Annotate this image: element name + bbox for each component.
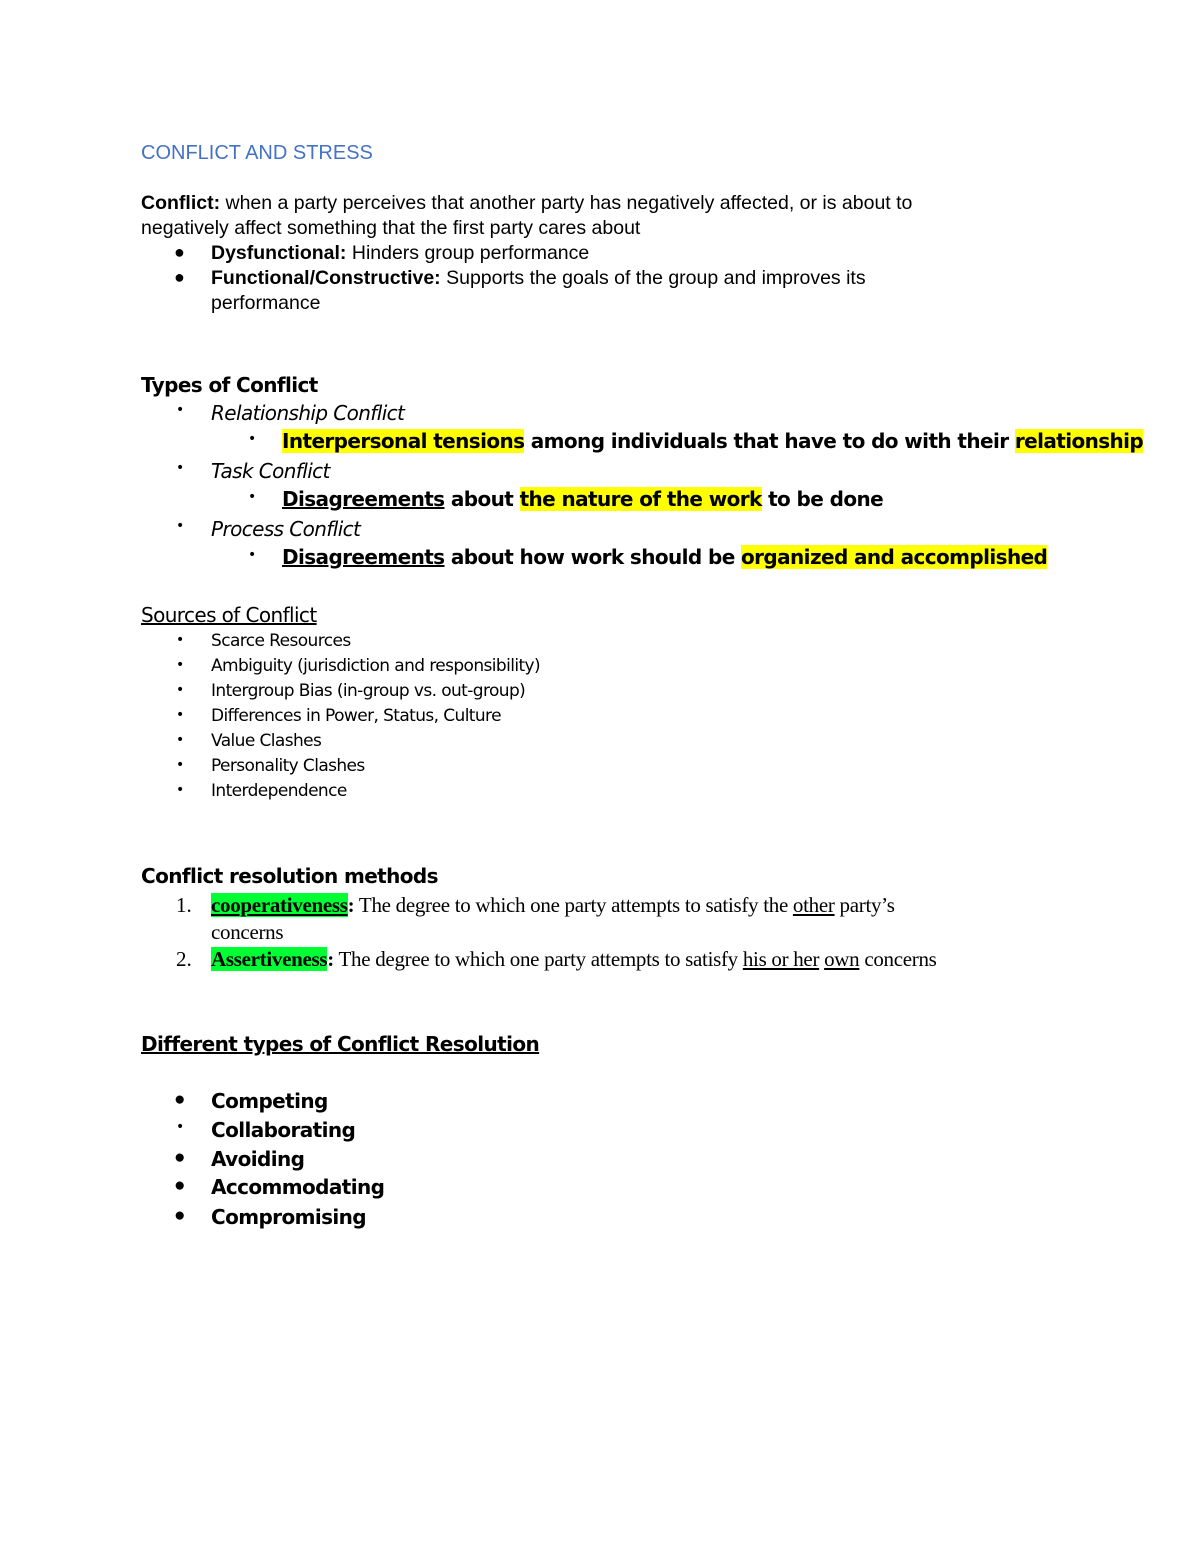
relationship-conflict-description: Interpersonal tensions among individuals that have to do with their relationship xyxy=(282,429,1144,453)
bullet-icon: • xyxy=(176,632,185,648)
bullet-icon: ● xyxy=(174,1175,186,1196)
conflict-definition-line1: Conflict: when a party perceives that another party has negatively affected, or is about to xyxy=(141,192,913,214)
bullet-icon: • xyxy=(176,757,185,773)
bullet-icon: ● xyxy=(174,1147,186,1168)
bullet-icon: • xyxy=(176,732,185,748)
type-relationship-conflict: Relationship Conflict xyxy=(211,401,405,425)
resolution-type-item: Compromising xyxy=(211,1205,366,1229)
source-item: Value Clashes xyxy=(211,731,322,751)
resolution-type-item: Accommodating xyxy=(211,1175,385,1199)
list-item-functional: Functional/Constructive: Supports the goals of the group and improves its xyxy=(211,267,866,289)
method-cooperativeness: cooperativeness: The degree to which one party attempts to satisfy the other party’s xyxy=(211,893,895,917)
bullet-icon: • xyxy=(248,547,257,563)
bullet-icon: • xyxy=(176,1119,185,1135)
resolution-type-item: Competing xyxy=(211,1089,328,1113)
source-item: Differences in Power, Status, Culture xyxy=(211,706,501,726)
type-task-conflict: Task Conflict xyxy=(211,459,330,483)
task-conflict-description: Disagreements about the nature of the work to be done xyxy=(282,487,884,511)
source-item: Personality Clashes xyxy=(211,756,365,776)
conflict-term: Conflict: xyxy=(141,192,221,214)
source-item: Scarce Resources xyxy=(211,631,351,651)
bullet-icon: ● xyxy=(174,267,185,287)
conflict-definition-line2: negatively affect something that the first party cares about xyxy=(141,217,641,239)
bullet-icon: • xyxy=(176,402,185,418)
bullet-icon: ● xyxy=(174,242,185,262)
source-item: Intergroup Bias (in-group vs. out-group) xyxy=(211,681,526,701)
method-assertiveness: Assertiveness: The degree to which one party attempts to satisfy his or her own concerns xyxy=(211,947,937,971)
source-item: Ambiguity (jurisdiction and responsibility) xyxy=(211,656,541,676)
document-title: CONFLICT AND STRESS xyxy=(141,142,373,164)
bullet-icon: ● xyxy=(174,1089,186,1110)
type-process-conflict: Process Conflict xyxy=(211,517,361,541)
bullet-icon: • xyxy=(176,682,185,698)
bullet-icon: • xyxy=(176,657,185,673)
resolution-types-heading: Different types of Conflict Resolution xyxy=(141,1032,540,1056)
sources-heading: Sources of Conflict xyxy=(141,603,317,627)
list-item-dysfunctional: Dysfunctional: Hinders group performance xyxy=(211,242,590,264)
list-item-functional-continued: performance xyxy=(211,292,321,314)
method-cooperativeness-continued: concerns xyxy=(211,920,284,944)
bullet-icon: • xyxy=(176,707,185,723)
methods-heading: Conflict resolution methods xyxy=(141,864,438,888)
bullet-icon: • xyxy=(176,518,185,534)
resolution-type-item: Collaborating xyxy=(211,1118,356,1142)
bullet-icon: • xyxy=(176,460,185,476)
bullet-icon: • xyxy=(248,489,257,505)
method-number: 2. xyxy=(176,947,192,971)
source-item: Interdependence xyxy=(211,781,347,801)
bullet-icon: • xyxy=(248,431,257,447)
resolution-type-item: Avoiding xyxy=(211,1147,305,1171)
types-heading: Types of Conflict xyxy=(141,373,318,397)
bullet-icon: • xyxy=(176,782,185,798)
process-conflict-description: Disagreements about how work should be organized and accomplished xyxy=(282,545,1048,569)
method-number: 1. xyxy=(176,893,192,917)
bullet-icon: ● xyxy=(174,1205,186,1226)
